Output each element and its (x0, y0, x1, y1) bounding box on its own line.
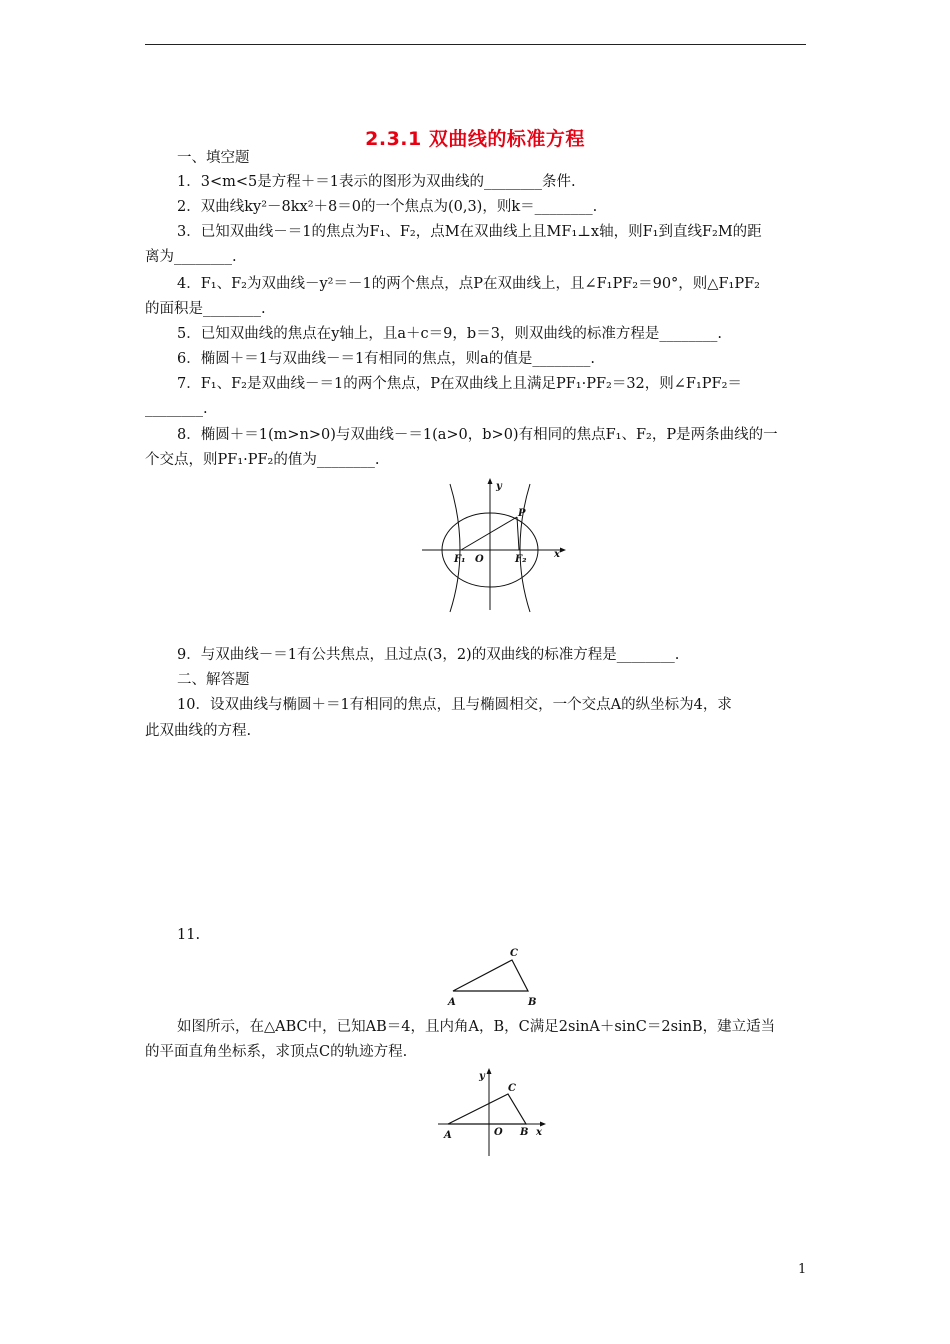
ellipse-hyperbola-figure (420, 476, 570, 614)
x-axis-arrow (560, 548, 566, 553)
question-3-line-1: 3．已知双曲线－＝1的焦点为F₁、F₂，点M在双曲线上且MF₁⊥x轴，则F₁到直线F₂M的距 (177, 224, 762, 240)
label-b: B (520, 1127, 529, 1138)
question-11-line-1: 如图所示，在△ABC中，已知AB＝4，且内角A，B，C满足2sinA＋sinC＝2sinB，建立适当 (177, 1019, 776, 1035)
question-5: 5．已知双曲线的焦点在y轴上，且a＋c＝9，b＝3，则双曲线的标准方程是________. (177, 326, 723, 342)
section-heading-fill-blank: 一、填空题 (177, 150, 250, 166)
question-4-line-2: 的面积是________. (145, 301, 266, 317)
question-6: 6．椭圆＋＝1与双曲线－＝1有相同的焦点，则a的值是________. (177, 351, 595, 367)
y-axis-arrow (488, 478, 493, 484)
label-x: x (536, 1127, 542, 1138)
page-title: 2.3.1 双曲线的标准方程 (365, 128, 585, 150)
hyperbola-right-branch (520, 484, 530, 612)
label-b: B (528, 997, 537, 1008)
question-9: 9．与双曲线－＝1有公共焦点，且过点(3，2)的双曲线的标准方程是________. (177, 647, 680, 663)
question-2: 2．双曲线ky²－8kx²＋8＝0的一个焦点为(0,3)，则k＝________. (177, 199, 598, 215)
question-7-line-1: 7．F₁、F₂是双曲线－＝1的两个焦点，P在双曲线上且满足PF₁·PF₂＝32，则∠F₁PF₂＝ (177, 376, 742, 392)
question-10-line-2: 此双曲线的方程. (145, 723, 252, 739)
header-rule (145, 44, 806, 45)
triangle-abc (453, 960, 528, 991)
label-y: y (496, 481, 502, 492)
x-axis-arrow (540, 1122, 546, 1127)
question-11-number: 11. (177, 927, 201, 943)
question-4-line-1: 4．F₁、F₂为双曲线－y²＝－1的两个焦点，点P在双曲线上，且∠F₁PF₂＝90°，则△F₁PF₂ (177, 276, 760, 292)
question-7-line-2: ________. (145, 401, 208, 417)
label-c: C (508, 1083, 516, 1094)
page-number: 1 (798, 1262, 807, 1277)
label-o: O (475, 554, 484, 565)
label-x: x (554, 549, 560, 560)
label-a: A (444, 1130, 452, 1141)
label-f2: F₂ (515, 554, 527, 565)
segment-pf2 (517, 517, 519, 550)
section-heading-answer: 二、解答题 (177, 672, 250, 688)
triangle-figure (444, 944, 544, 1010)
label-y: y (479, 1071, 485, 1082)
question-11-line-2: 的平面直角坐标系，求顶点C的轨迹方程. (145, 1044, 408, 1060)
triangle-abc (448, 1094, 526, 1124)
segment-pf1 (461, 517, 517, 550)
label-o: O (494, 1127, 503, 1138)
coordinate-triangle-figure (436, 1064, 556, 1160)
question-3-line-2: 离为________. (145, 249, 237, 265)
question-10-line-1: 10．设双曲线与椭圆＋＝1有相同的焦点，且与椭圆相交，一个交点A的纵坐标为4，求 (177, 697, 732, 713)
label-f1: F₁ (454, 554, 466, 565)
label-p: P (518, 508, 526, 519)
label-a: A (448, 997, 456, 1008)
y-axis-arrow (487, 1068, 492, 1074)
question-1: 1．3<m<5是方程＋＝1表示的图形为双曲线的________条件. (177, 174, 576, 190)
hyperbola-left-branch (450, 484, 460, 612)
question-8-line-2: 个交点，则PF₁·PF₂的值为________. (145, 452, 380, 468)
question-8-line-1: 8．椭圆＋＝1(m>n>0)与双曲线－＝1(a>0，b>0)有相同的焦点F₁、F₂，P是两条曲线的一 (177, 427, 778, 443)
label-c: C (510, 948, 518, 959)
